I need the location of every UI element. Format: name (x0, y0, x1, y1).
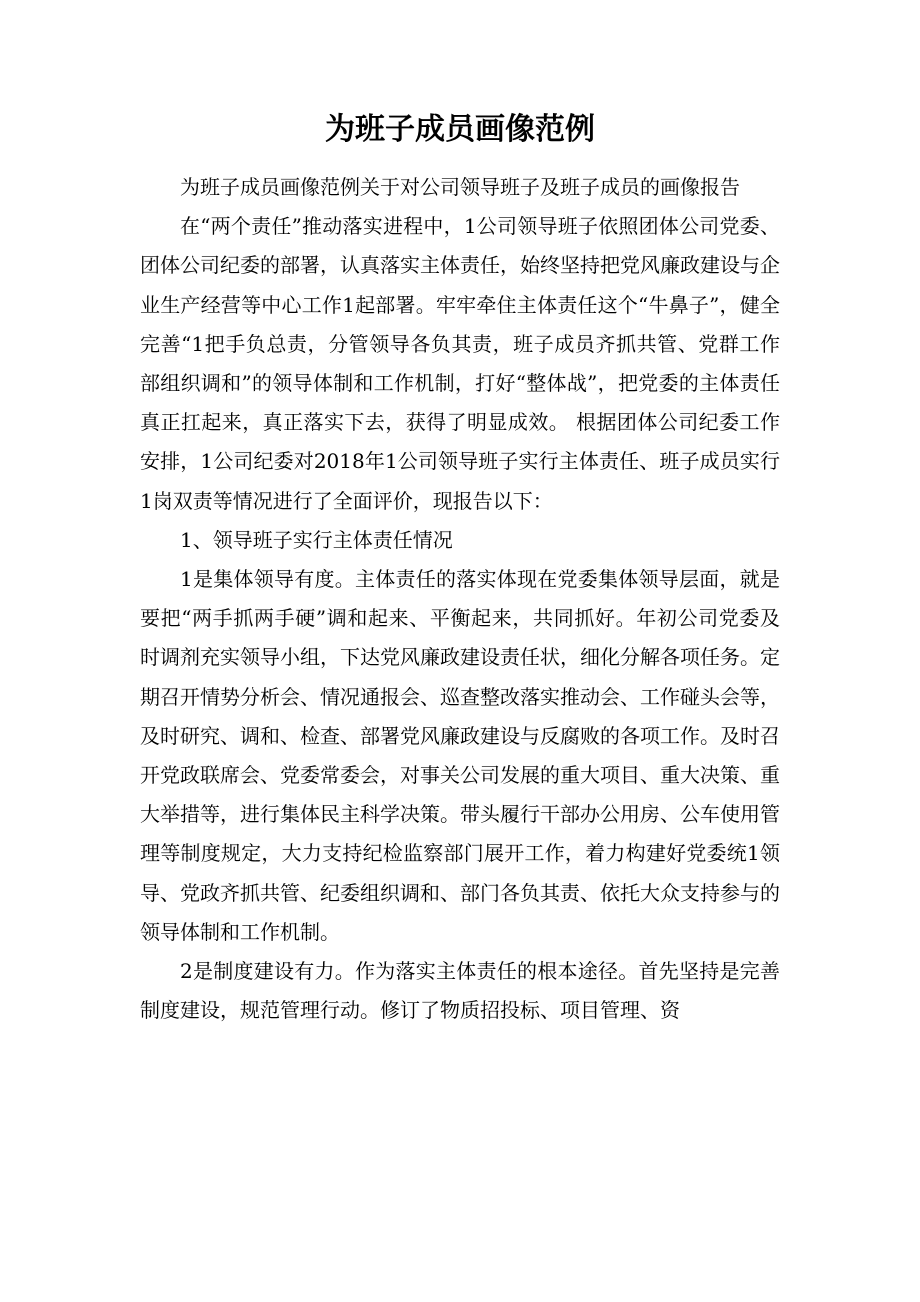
section-heading: 1、领导班子实行主体责任情况 (180, 527, 453, 552)
document-title: 为班子成员画像范例 (325, 112, 595, 147)
paragraph-collective-leadership: 1是集体领导有度。主体责任的落实体现在党委集体领导层面，就是要把“两手抓两手硬”调和起来、平衡起来，共同抓好。年初公司党委及时调剂充实领导小组，下达党风廉政建设责任状，细化分解各项任务。定期召开情势分析会、情况通报会、巡查整改落实推动会、工作碰头会等，及时研究、调和、检查、部署党风廉政建设与反腐败的各项工作。及时召开党政联席会、党委常委会，对事关公司发展的重大项目、重大决策、重大举措等，进行集体民主科学决策。带头履行干部办公用房、公车使用管理等制度规定，大力支持纪检监察部门展开工作，着力构建好党委统1领导、党政齐抓共管、纪委组织调和、部门各负其责、依托大众支持参与的领导体制和工作机制。 (140, 567, 780, 944)
paragraph-report-heading: 为班子成员画像范例关于对公司领导班子及班子成员的画像报告 (180, 175, 740, 199)
document-body (140, 168, 780, 1030)
paragraph-system-construction: 2是制度建设有力。作为落实主体责任的根本途径。首先坚持是完善制度建设，规范管理行动。修订了物质招投标、项目管理、资 (140, 959, 780, 1023)
paragraph-introduction: 在“两个责任”推动落实进程中，1公司领导班子依照团体公司党委、团体公司纪委的部署，认真落实主体责任，始终坚持把党风廉政建设与企业生产经营等中心工作1起部署。牢牢牵住主体责任这个“牛鼻子”，健全完善“1把手负总责，分管领导各负其责，班子成员齐抓共管、党群工作部组织调和”的领导体制和工作机制，打好“整体战”，把党委的主体责任真正扛起来，真正落实下去，获得了明显成效。 根据团体公司纪委工作安排，1公司纪委对2018年1公司领导班子实行主体责任、班子成员实行1岗双责等情况进行了全面评价，现报告以下： (140, 214, 780, 513)
